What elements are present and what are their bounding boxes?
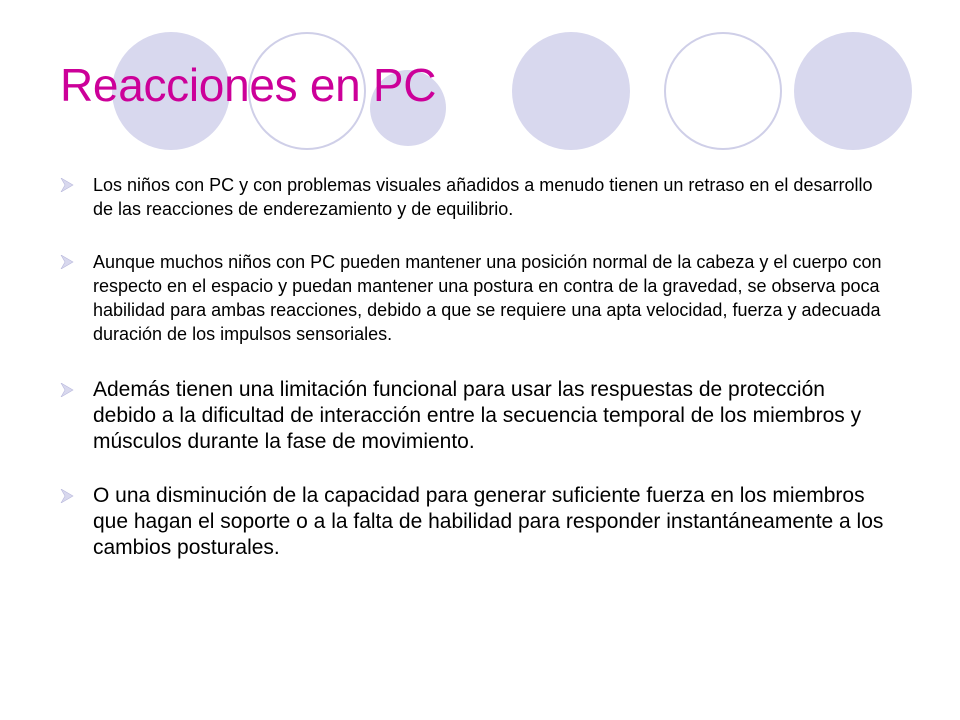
- bullet-item: [60, 250, 890, 346]
- bullet-item: [60, 483, 890, 561]
- slide-title: Reacciones en PC: [60, 59, 437, 111]
- arrowhead-bullet-icon: [60, 489, 74, 503]
- bullet-text: Además tienen una limitación funcional para usar las respuestas de protección debido a la dificultad de interacción entre la secuencia temporal de los miembros y músculos durante la fase de movimiento.: [93, 378, 862, 453]
- arrowhead-bullet-icon: [60, 383, 74, 397]
- decorative-circle-5: [664, 32, 782, 150]
- bullet-text: Los niños con PC y con problemas visuales añadidos a menudo tienen un retraso en el desarrollo de las reacciones de enderezamiento y de equilibrio.: [93, 175, 873, 219]
- bullet-list: [60, 173, 890, 561]
- arrowhead-bullet-icon: [60, 178, 74, 192]
- bullet-item: [60, 173, 890, 221]
- bullet-item: [60, 377, 890, 455]
- bullet-text: Aunque muchos niños con PC pueden mantener una posición normal de la cabeza y el cuerpo con respecto en el espacio y puedan mantener una postura en contra de la gravedad, se observa poca habilidad para ambas reacciones, debido a que se requiere una apta velocidad, fuerza y adecuada duración de los impulsos sensoriales.: [93, 252, 882, 344]
- bullet-text: O una disminución de la capacidad para generar suficiente fuerza en los miembros que hagan el soporte o a la falta de habilidad para responder instantáneamente a los cambios posturales.: [93, 484, 884, 559]
- decorative-circle-4: [512, 32, 630, 150]
- arrowhead-bullet-icon: [60, 255, 74, 269]
- decorative-circle-6: [794, 32, 912, 150]
